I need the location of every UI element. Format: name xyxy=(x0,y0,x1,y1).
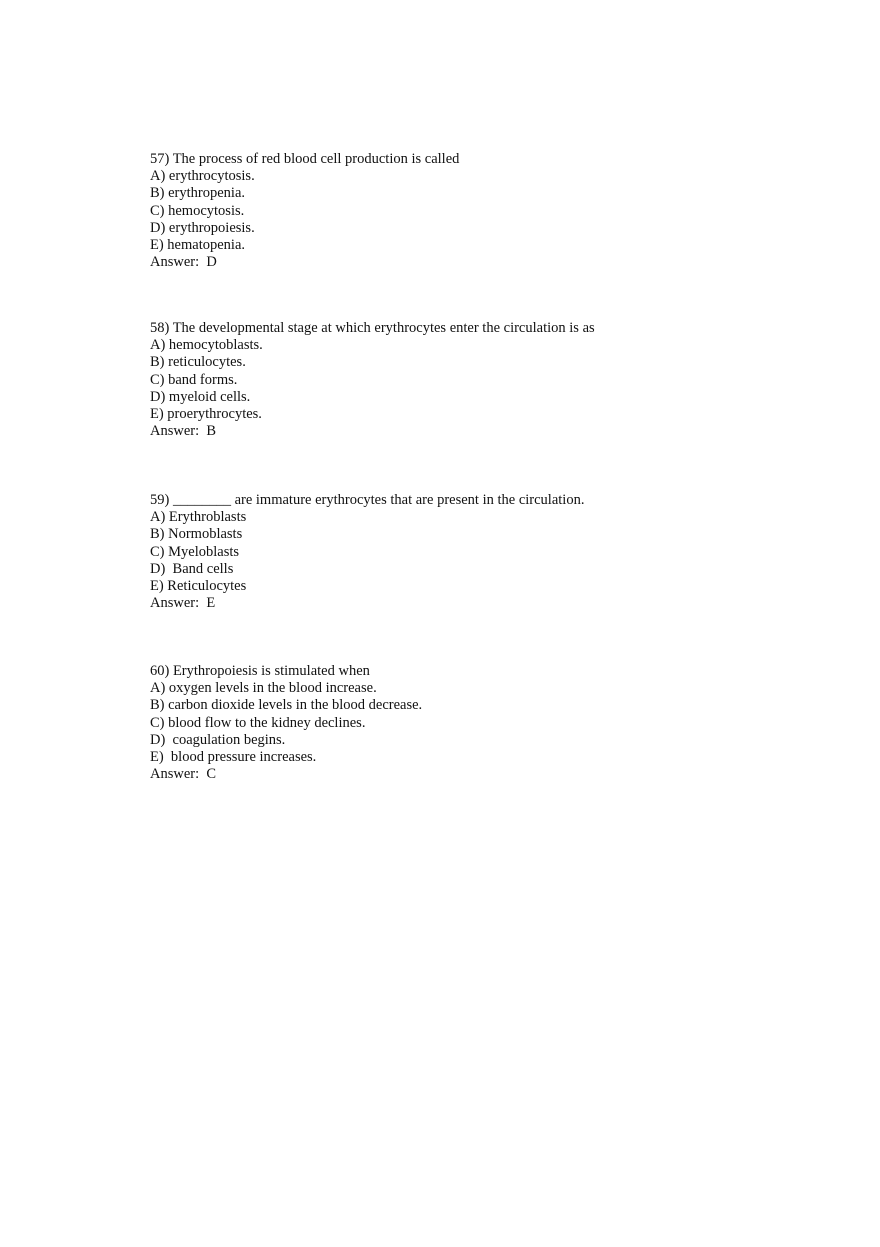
option-c: C) blood flow to the kidney declines. xyxy=(150,714,366,731)
answer-line: Answer: B xyxy=(150,423,217,440)
question-stem: 60) Erythropoiesis is stimulated when xyxy=(150,663,370,679)
option-a: A) Erythroblasts xyxy=(150,509,247,526)
option-a: A) oxygen levels in the blood increase. xyxy=(150,680,377,697)
option-b: B) erythropenia. xyxy=(150,185,246,202)
answer-line: Answer: D xyxy=(150,254,217,271)
option-a: A) hemocytoblasts. xyxy=(150,337,263,354)
option-e: E) proerythrocytes. xyxy=(150,406,262,423)
option-c: C) Myeloblasts xyxy=(150,543,240,560)
option-b: B) reticulocytes. xyxy=(150,354,246,371)
option-a: A) erythrocytosis. xyxy=(150,168,255,185)
option-c: C) hemocytosis. xyxy=(150,202,245,219)
option-e: E) Reticulocytes xyxy=(150,578,247,595)
option-e: E) hematopenia. xyxy=(150,237,246,254)
option-e: E) blood pressure increases. xyxy=(150,749,317,766)
question-stem: 58) The developmental stage at which erythrocytes enter the circulation is as xyxy=(150,320,595,336)
question-stem: 57) The process of red blood cell production is called xyxy=(150,151,460,167)
option-c: C) band forms. xyxy=(150,371,238,388)
option-d: D) coagulation begins. xyxy=(150,731,286,748)
question-stem: 59) ________ are immature erythrocytes that are present in the circulation. xyxy=(150,492,585,508)
option-d: D) erythropoiesis. xyxy=(150,219,255,236)
answer-line: Answer: E xyxy=(150,595,216,612)
answer-line: Answer: C xyxy=(150,766,217,783)
option-b: B) Normoblasts xyxy=(150,526,243,543)
question-57 xyxy=(150,151,790,271)
option-d: D) Band cells xyxy=(150,560,234,577)
question-59 xyxy=(150,492,790,612)
option-d: D) myeloid cells. xyxy=(150,388,251,405)
option-b: B) carbon dioxide levels in the blood decrease. xyxy=(150,697,423,714)
question-60 xyxy=(150,663,790,783)
question-58 xyxy=(150,320,790,440)
